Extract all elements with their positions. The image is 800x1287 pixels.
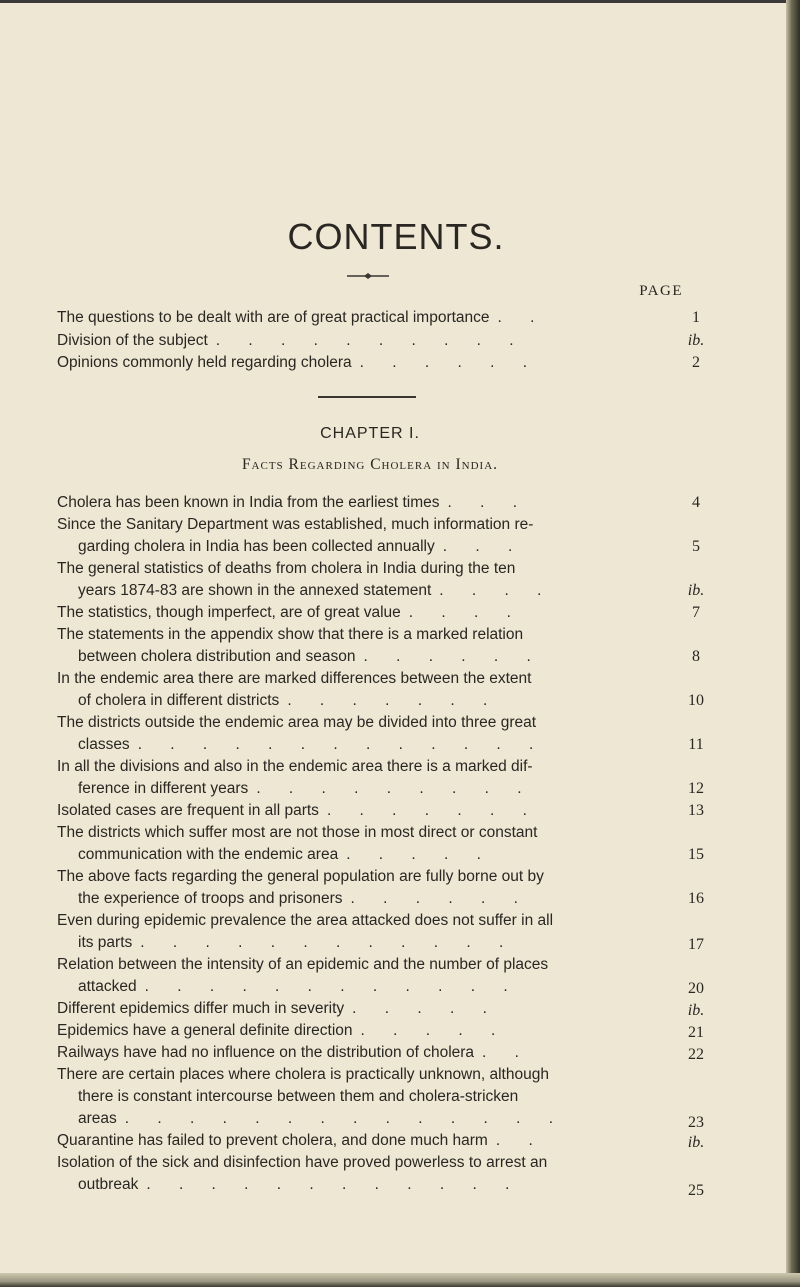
- toc-entry-continuation[interactable]: [78, 734, 673, 755]
- toc-entry[interactable]: [57, 998, 673, 1019]
- scan-bottom-edge: [0, 1273, 800, 1287]
- toc-entry[interactable]: [57, 1042, 673, 1063]
- toc-leader: . . . . . .: [350, 890, 530, 907]
- toc-entry-text: years 1874-83 are shown in the annexed statement: [78, 582, 432, 599]
- toc-page-number: ib.: [687, 1134, 705, 1151]
- toc-entry[interactable]: [57, 1020, 673, 1041]
- toc-entry-text: Relation between the intensity of an epidemic and the number of places: [57, 956, 549, 973]
- toc-leader: . . . . . . .: [326, 802, 539, 819]
- toc-entry-text: Railways have had no influence on the distribution of cholera: [57, 1044, 475, 1061]
- toc-entry-text: the experience of troops and prisoners: [78, 890, 343, 907]
- toc-page-number: 25: [688, 1182, 704, 1199]
- toc-page-number: ib.: [687, 582, 705, 599]
- toc-entry[interactable]: [57, 756, 673, 777]
- toc-entry-continuation[interactable]: [78, 1086, 673, 1107]
- scan-top-edge: [0, 0, 800, 3]
- toc-entry[interactable]: [57, 307, 673, 328]
- toc-entry-text: Since the Sanitary Department was established, much information re-: [57, 516, 534, 533]
- toc-page-number: 11: [688, 736, 704, 753]
- toc-page-number: ib.: [687, 332, 705, 349]
- toc-entry-text: ference in different years: [78, 780, 249, 797]
- toc-entry-text: areas: [78, 1110, 117, 1127]
- toc-entry-text: of cholera in different districts: [78, 692, 280, 709]
- toc-entry[interactable]: [57, 602, 673, 623]
- toc-entry-text: Even during epidemic prevalence the area attacked does not suffer in all: [57, 912, 554, 929]
- toc-entry-text: Cholera has been known in India from the earliest times: [57, 494, 440, 511]
- toc-leader: . . . . . . .: [287, 692, 500, 709]
- toc-page-number: 16: [688, 890, 704, 907]
- toc-leader: . . . . . . . . . . . .: [144, 978, 520, 995]
- toc-entry-text: Epidemics have a general definite direction: [57, 1022, 353, 1039]
- toc-entry[interactable]: [57, 1152, 673, 1173]
- toc-entry[interactable]: [57, 712, 673, 733]
- toc-page-number: 1: [692, 309, 700, 326]
- toc-entry[interactable]: [57, 1130, 673, 1151]
- toc-entry-continuation[interactable]: [78, 536, 673, 557]
- toc-entry[interactable]: [57, 330, 673, 351]
- toc-page-number: 17: [688, 936, 704, 953]
- toc-entry[interactable]: [57, 1064, 673, 1085]
- toc-leader: . . . . . .: [359, 354, 540, 371]
- toc-entry[interactable]: [57, 800, 673, 821]
- chapter-subtitle: Facts Regarding Cholera in India.: [241, 456, 499, 473]
- toc-page-number: ib.: [687, 1002, 705, 1019]
- toc-leader: . . . . . . . . .: [256, 780, 534, 797]
- section-rule: [318, 396, 416, 398]
- toc-entry-text: In all the divisions and also in the endemic area there is a marked dif-: [57, 758, 533, 775]
- page-title: CONTENTS.: [287, 216, 505, 257]
- toc-page-number: 7: [692, 604, 700, 621]
- toc-entry-continuation[interactable]: [78, 888, 673, 909]
- toc-entry-continuation[interactable]: [78, 690, 673, 711]
- toc-entry-text: In the endemic area there are marked differences between the extent: [57, 670, 532, 687]
- toc-leader: . . . . . . . . . . . . . .: [124, 1110, 566, 1127]
- toc-entry-text: attacked: [78, 978, 137, 995]
- toc-entry-text: between cholera distribution and season: [78, 648, 356, 665]
- toc-entry-continuation[interactable]: [78, 580, 673, 601]
- toc-page-number: 23: [688, 1114, 704, 1131]
- toc-entry[interactable]: [57, 514, 673, 535]
- toc-leader: . . . . .: [352, 1000, 499, 1017]
- toc-entry-text: The questions to be dealt with are of great practical importance: [57, 309, 490, 326]
- toc-page-number: 4: [692, 494, 700, 511]
- toc-entry[interactable]: [57, 492, 673, 513]
- chapter-heading: CHAPTER I.: [320, 425, 420, 442]
- toc-page-number: 15: [688, 846, 704, 863]
- toc-leader: . . . . . . . . . .: [215, 332, 526, 349]
- toc-page-number: 10: [688, 692, 704, 709]
- toc-entry[interactable]: [57, 624, 673, 645]
- toc-entry-text: classes: [78, 736, 130, 753]
- toc-entry-text: garding cholera in India has been collected annually: [78, 538, 435, 555]
- toc-entry-text: communication with the endemic area: [78, 846, 339, 863]
- toc-entry-continuation[interactable]: [78, 1108, 673, 1129]
- toc-leader: . . . .: [439, 582, 554, 599]
- toc-leader: . .: [497, 309, 547, 326]
- toc-entry-text: Division of the subject: [57, 332, 208, 349]
- toc-leader: . . . . .: [360, 1022, 508, 1039]
- toc-entry-text: The statistics, though imperfect, are of great value: [57, 604, 401, 621]
- toc-entry-text: The districts outside the endemic area may be divided into three great: [57, 714, 537, 731]
- toc-page-number: 8: [692, 648, 700, 665]
- toc-leader: . . .: [447, 494, 530, 511]
- toc-page-number: 20: [688, 980, 704, 997]
- toc-entry-continuation[interactable]: [78, 844, 673, 865]
- toc-leader: . . . . . . . . . . . .: [146, 1176, 522, 1193]
- scan-right-edge: [786, 0, 800, 1287]
- toc-leader: . .: [495, 1132, 545, 1149]
- toc-entry-text: Quarantine has failed to prevent cholera, and done much harm: [57, 1132, 488, 1149]
- ornament-divider-icon: [347, 271, 389, 281]
- toc-entry[interactable]: [57, 352, 673, 373]
- toc-leader: . . .: [442, 538, 525, 555]
- toc-entry-text: The districts which suffer most are not those in most direct or constant: [57, 824, 538, 841]
- toc-entry[interactable]: [57, 866, 673, 887]
- toc-leader: . . . . .: [346, 846, 493, 863]
- toc-entry-text: Different epidemics differ much in severity: [57, 1000, 345, 1017]
- toc-entry[interactable]: [57, 954, 673, 975]
- toc-entry-continuation[interactable]: [78, 1174, 673, 1195]
- toc-page-number: 13: [688, 802, 704, 819]
- toc-entry-continuation[interactable]: [78, 778, 673, 799]
- toc-leader: . . . . . . . . . . . .: [140, 934, 516, 951]
- toc-leader: . .: [482, 1044, 531, 1061]
- toc-entry-text: there is constant intercourse between them and cholera-stricken: [78, 1088, 519, 1105]
- toc-entry-continuation[interactable]: [78, 932, 673, 953]
- toc-entry-continuation[interactable]: [78, 646, 673, 667]
- toc-entry[interactable]: [57, 558, 673, 579]
- toc-page-number: 12: [688, 780, 704, 797]
- toc-entry-text: Opinions commonly held regarding cholera: [57, 354, 352, 371]
- toc-entry[interactable]: [57, 822, 673, 843]
- page-column-header: PAGE: [639, 283, 683, 299]
- toc-entry-text: Isolation of the sick and disinfection have proved powerless to arrest an: [57, 1154, 548, 1171]
- toc-entry-text: outbreak: [78, 1176, 139, 1193]
- toc-entry-text: The above facts regarding the general population are fully borne out by: [57, 868, 544, 885]
- toc-page-number: 22: [688, 1046, 704, 1063]
- toc-entry-text: The statements in the appendix show that there is a marked relation: [57, 626, 524, 643]
- toc-leader: . . . .: [408, 604, 523, 621]
- toc-entry[interactable]: [57, 668, 673, 689]
- toc-entry-text: its parts: [78, 934, 133, 951]
- toc-page-number: 5: [692, 538, 700, 555]
- toc-page-number: 2: [692, 354, 700, 371]
- toc-entry[interactable]: [57, 910, 673, 931]
- toc-entry-text: The general statistics of deaths from cholera in India during the ten: [57, 560, 516, 577]
- toc-leader: . . . . . .: [363, 648, 543, 665]
- toc-page-number: 21: [688, 1024, 704, 1041]
- toc-entry-continuation[interactable]: [78, 976, 673, 997]
- toc-entry-text: There are certain places where cholera is practically unknown, although: [57, 1066, 549, 1083]
- toc-leader: . . . . . . . . . . . . .: [137, 736, 546, 753]
- toc-entry-text: Isolated cases are frequent in all parts: [57, 802, 319, 819]
